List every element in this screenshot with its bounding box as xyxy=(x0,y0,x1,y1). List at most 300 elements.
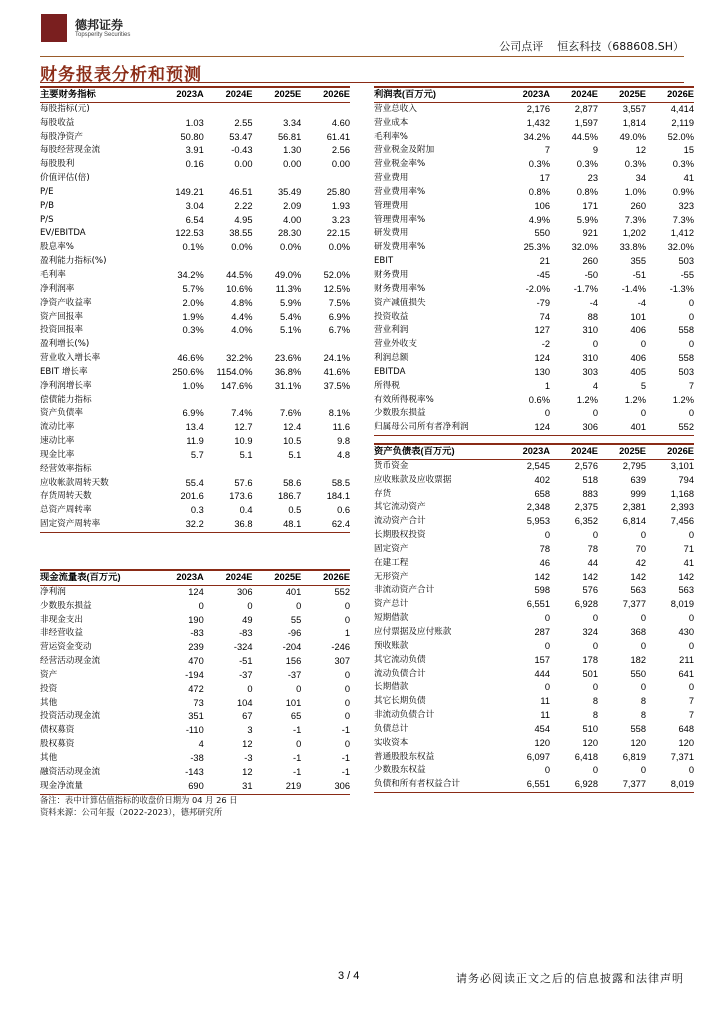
table-cell: 142 xyxy=(534,571,550,582)
row-label: 其它长期负债 xyxy=(374,696,426,707)
year-header: 2023A xyxy=(176,89,204,99)
table-cell: 503 xyxy=(678,256,694,267)
table-cell: 306 xyxy=(334,780,350,791)
row-label: 投资回报率 xyxy=(40,325,83,336)
row-label: 财务费用率% xyxy=(374,283,426,294)
table-cell: 32.2% xyxy=(226,353,253,364)
table-cell: -4 xyxy=(589,297,598,308)
table-cell: 1,202 xyxy=(622,228,646,239)
table-notes xyxy=(40,794,238,818)
note-text: 备注：表中计算估值指标的收盘价日期为 04 月 26 日 xyxy=(40,795,238,805)
table-row xyxy=(374,751,694,765)
table-cell: 106 xyxy=(534,200,550,211)
table-cell xyxy=(204,255,253,269)
table-cell: -1 xyxy=(292,725,302,736)
table-cell: 156 xyxy=(285,656,302,667)
table-cell: 518 xyxy=(582,474,598,485)
table-cell: 2.0% xyxy=(182,297,204,308)
row-label: 每股指标(元) xyxy=(40,103,90,114)
table-cell: -110 xyxy=(185,725,204,736)
table-cell: 472 xyxy=(188,683,204,694)
row-label: 长期股权投资 xyxy=(374,530,426,541)
table-cell: 401 xyxy=(630,422,646,433)
table-cell: 250.6% xyxy=(172,366,204,377)
row-label: 资产负债率 xyxy=(40,408,83,419)
row-label: 营业税金率% xyxy=(374,159,426,170)
table-cell: -83 xyxy=(239,628,253,639)
table-cell: 1,168 xyxy=(670,488,694,499)
table-row xyxy=(40,627,350,641)
table-cell: 4.95 xyxy=(234,214,253,225)
table-cell: 0 xyxy=(344,739,350,750)
table-cell: 0.6% xyxy=(528,394,550,405)
table-cell: 12.5% xyxy=(323,283,350,294)
table-row xyxy=(40,366,350,380)
row-label: 无形资产 xyxy=(374,571,409,582)
table-title: 现金流量表(百万元) xyxy=(40,572,121,582)
table-cell: 142 xyxy=(630,571,646,582)
table-cell: 182 xyxy=(630,654,646,665)
table-cell: -3 xyxy=(244,752,253,763)
table-cell: 2,545 xyxy=(526,460,550,471)
table-row xyxy=(40,655,350,669)
table-cell: 0.00 xyxy=(283,159,302,170)
table-cell: 8 xyxy=(592,710,598,721)
table-cell: -37 xyxy=(287,669,302,680)
table-cell: 6,928 xyxy=(574,599,598,610)
table-cell: 0.1% xyxy=(182,242,204,253)
table-cell: 65 xyxy=(290,711,302,722)
row-label: 经营效率指标 xyxy=(40,463,92,474)
table-cell: 355 xyxy=(630,256,646,267)
table-cell: 260 xyxy=(582,256,598,267)
table-cell: 4.8% xyxy=(231,297,253,308)
year-header: 2026E xyxy=(323,572,350,582)
table-cell: 1.93 xyxy=(331,200,350,211)
table-cell xyxy=(253,463,302,477)
row-label: EBITDA xyxy=(374,366,406,377)
table-cell: 690 xyxy=(188,780,204,791)
table-cell: -45 xyxy=(536,269,550,280)
table-row xyxy=(374,269,694,283)
table-row xyxy=(374,488,694,502)
table-row xyxy=(40,338,350,352)
table-cell: 0.16 xyxy=(185,159,204,170)
table-cell: 55 xyxy=(290,614,302,625)
table-cell: 510 xyxy=(582,723,598,734)
row-label: 盈利增长(%) xyxy=(40,339,90,350)
row-label: 股息率% xyxy=(40,242,74,253)
table-cell: 563 xyxy=(630,585,646,596)
table-cell: 142 xyxy=(678,571,694,582)
table-cell: 921 xyxy=(582,228,598,239)
row-label: 应收账款及应收票据 xyxy=(374,474,452,485)
table-cell: 5 xyxy=(640,380,646,391)
row-label: 营业税金及附加 xyxy=(374,145,435,156)
table-row xyxy=(374,571,694,585)
table-cell: 576 xyxy=(582,585,598,596)
table-cell xyxy=(301,463,350,477)
table-cell: 1,432 xyxy=(526,117,550,128)
row-label: 营业总收入 xyxy=(374,103,417,114)
logo-name-cn: 德邦证券 xyxy=(75,18,124,32)
table-cell: 0.5 xyxy=(288,505,302,516)
table-cell: 4.9% xyxy=(528,214,550,225)
table-cell: 35.49 xyxy=(277,186,302,197)
footer-disclaimer: 请务必阅读正文之后的信息披露和法律声明 xyxy=(456,972,684,985)
table-cell: 6,097 xyxy=(526,751,550,762)
row-label: P/B xyxy=(40,200,54,211)
table-row xyxy=(374,297,694,311)
row-label: 营业外收支 xyxy=(374,339,417,350)
table-cell: 0 xyxy=(688,408,694,419)
table-cell xyxy=(204,463,253,477)
table-row xyxy=(374,515,694,529)
table-cell: 4 xyxy=(592,380,598,391)
row-label: 其他 xyxy=(40,697,58,708)
table-cell: 5,953 xyxy=(526,516,550,527)
table-row xyxy=(374,394,694,408)
table-cell: 147.6% xyxy=(220,380,253,391)
table-cell: 7 xyxy=(688,380,694,391)
table-cell: 351 xyxy=(188,711,204,722)
table-cell: 38.55 xyxy=(229,228,253,239)
table-title: 主要财务指标 xyxy=(40,89,96,99)
table-cell: 0 xyxy=(544,640,550,651)
table-row xyxy=(40,227,350,241)
table-row xyxy=(374,324,694,338)
title-divider xyxy=(40,82,684,83)
table-row xyxy=(374,186,694,200)
table-cell: 0 xyxy=(544,530,550,541)
table-cell: 37.5% xyxy=(323,380,350,391)
table-cell: 8 xyxy=(640,710,646,721)
table-cell: 10.5 xyxy=(283,436,302,447)
table-cell: 122.53 xyxy=(175,228,204,239)
table-cell xyxy=(253,394,302,408)
table-cell: 34 xyxy=(635,173,646,184)
table-row xyxy=(374,764,694,778)
table-row xyxy=(40,297,350,311)
table-row xyxy=(40,158,350,172)
row-label: 固定资产周转率 xyxy=(40,519,101,530)
table-row xyxy=(40,752,350,766)
row-label: 其它流动负债 xyxy=(374,654,426,665)
table-cell: 104 xyxy=(236,697,253,708)
table-cell: -0.43 xyxy=(231,145,253,156)
table-row xyxy=(40,614,350,628)
table-cell: 31 xyxy=(242,780,253,791)
table-row xyxy=(374,283,694,297)
table-cell xyxy=(301,102,350,116)
row-label: 投资活动现金流 xyxy=(40,711,101,722)
table-row xyxy=(374,366,694,380)
table-cell: 323 xyxy=(678,200,694,211)
table-cell: 0 xyxy=(344,697,350,708)
table-cell: 406 xyxy=(630,325,646,336)
year-header: 2024E xyxy=(571,89,598,99)
table-cell: 0 xyxy=(544,613,550,624)
year-header: 2023A xyxy=(522,446,550,456)
table-cell xyxy=(155,102,204,116)
table-cell: 430 xyxy=(678,626,694,637)
table-cell: 149.21 xyxy=(175,186,204,197)
table-cell: 0 xyxy=(640,765,646,776)
table-cell: 53.47 xyxy=(229,131,253,142)
table-row xyxy=(374,474,694,488)
table-cell: 8,019 xyxy=(670,779,694,790)
table-cell: 598 xyxy=(534,585,550,596)
table-row xyxy=(40,490,350,504)
table-cell: 0 xyxy=(688,311,694,322)
table-row xyxy=(374,737,694,751)
table-row xyxy=(40,504,350,518)
table-row xyxy=(40,683,350,697)
table-cell: 0 xyxy=(344,669,350,680)
table-cell: 0 xyxy=(247,683,253,694)
year-header: 2025E xyxy=(274,572,302,582)
table-cell: -2.0% xyxy=(525,283,550,294)
table-cell: 0 xyxy=(544,765,550,776)
table-cell: 120 xyxy=(534,737,550,748)
table-cell: 0 xyxy=(296,739,302,750)
table-cell: 503 xyxy=(678,366,694,377)
table-cell: 0 xyxy=(640,408,646,419)
year-header: 2025E xyxy=(619,446,646,456)
table-row xyxy=(374,695,694,709)
table-cell: 2.56 xyxy=(331,145,350,156)
table-row xyxy=(40,407,350,421)
table-cell: 34.2% xyxy=(177,269,204,280)
table-row xyxy=(40,380,350,394)
table-row xyxy=(374,640,694,654)
table-row xyxy=(40,172,350,186)
table-cell: 0 xyxy=(247,600,253,611)
table-cell: 4.0% xyxy=(231,325,253,336)
row-label: 经营活动现金流 xyxy=(40,656,101,667)
table-cell: 658 xyxy=(534,488,550,499)
table-cell xyxy=(155,172,204,186)
row-label: EBIT xyxy=(374,256,394,267)
table-cell: 558 xyxy=(630,723,646,734)
table-row xyxy=(374,529,694,543)
table-cell: 178 xyxy=(582,654,598,665)
table-cell: 32.0% xyxy=(571,242,598,253)
table-row xyxy=(40,186,350,200)
table-cell: 0 xyxy=(296,683,302,694)
row-label: 利润总额 xyxy=(374,353,409,364)
year-header: 2026E xyxy=(667,446,694,456)
table-cell: 12 xyxy=(242,739,253,750)
table-cell: 73 xyxy=(193,697,204,708)
table-cell: 7 xyxy=(544,145,550,156)
table-cell: 52.0% xyxy=(667,131,694,142)
table-row xyxy=(40,421,350,435)
table-cell: 639 xyxy=(630,474,646,485)
table-cell: 405 xyxy=(630,366,646,377)
table-row xyxy=(374,172,694,186)
table-cell: 11.6 xyxy=(332,422,350,433)
table-cell: 0 xyxy=(344,600,350,611)
table-cell: 6,352 xyxy=(574,516,598,527)
table-row xyxy=(374,131,694,145)
table-cell: 9.8 xyxy=(337,436,350,447)
table-cell: 0.8% xyxy=(576,186,598,197)
table-cell: 0.00 xyxy=(331,159,350,170)
row-label: 资产 xyxy=(40,669,58,680)
table-cell: 6,819 xyxy=(622,751,646,762)
table-cell: 3 xyxy=(247,725,253,736)
table-cell: 310 xyxy=(582,325,598,336)
table-row xyxy=(374,654,694,668)
table-cell: 5.4% xyxy=(280,311,302,322)
table-cell: 4 xyxy=(198,739,204,750)
year-header: 2025E xyxy=(619,89,646,99)
table-cell: 36.8 xyxy=(234,519,253,530)
table-cell: 0 xyxy=(344,614,350,625)
table-cell: 11 xyxy=(540,696,550,707)
table-cell: 157 xyxy=(534,654,550,665)
table-cell: 0.00 xyxy=(234,159,253,170)
row-label: 在建工程 xyxy=(374,557,409,568)
table-row xyxy=(40,641,350,655)
table-cell: 7.6% xyxy=(280,408,302,419)
table-cell: 307 xyxy=(334,656,350,667)
table-row xyxy=(40,724,350,738)
row-label: 净利润率 xyxy=(40,283,75,294)
table-row xyxy=(40,131,350,145)
table-row xyxy=(374,668,694,682)
table-cell: 3.04 xyxy=(185,200,204,211)
table-row xyxy=(40,144,350,158)
table-cell: 4,414 xyxy=(670,103,694,114)
row-label: P/E xyxy=(40,186,54,197)
table-cell: 48.1 xyxy=(283,519,302,530)
table-row xyxy=(40,518,350,532)
table-cell: 3.91 xyxy=(185,145,204,156)
table-row xyxy=(40,352,350,366)
row-label: EV/EBITDA xyxy=(40,228,86,239)
table-row xyxy=(40,449,350,463)
table-row xyxy=(40,269,350,283)
table-cell: 124 xyxy=(188,586,204,597)
table-cell: 25.3% xyxy=(523,242,550,253)
table-cell: 23 xyxy=(587,173,598,184)
table-row xyxy=(40,255,350,269)
table-cell: 641 xyxy=(678,668,694,679)
table-cell: 0.3% xyxy=(624,159,646,170)
row-label: 资产减值损失 xyxy=(374,297,426,308)
table-cell: 401 xyxy=(285,586,302,597)
table-cell: 0.9% xyxy=(672,186,694,197)
table-cell: 67 xyxy=(242,711,253,722)
table-cell: 0 xyxy=(688,682,694,693)
table-cell: 1.2% xyxy=(672,394,694,405)
table-cell: 2,795 xyxy=(622,460,646,471)
table-cell: -246 xyxy=(331,642,350,653)
table-cell: -51 xyxy=(239,656,253,667)
row-label: 债权募资 xyxy=(40,725,75,736)
table-cell: 0 xyxy=(592,765,598,776)
table-cell: 5.1 xyxy=(239,449,253,460)
table-cell: 186.7 xyxy=(277,491,302,502)
table-cell: -1.7% xyxy=(573,283,598,294)
row-label: 每股经营现金流 xyxy=(40,145,101,156)
table-cell: 44.5% xyxy=(226,269,253,280)
table-cell: 7,371 xyxy=(670,751,694,762)
table-cell: 25.80 xyxy=(326,186,350,197)
table-cell: 2.22 xyxy=(234,200,253,211)
table-cell: 120 xyxy=(630,737,646,748)
table-row xyxy=(40,435,350,449)
table-cell: 7.5% xyxy=(328,297,350,308)
table-cell: 0.3 xyxy=(190,505,204,516)
table-title: 利润表(百万元) xyxy=(374,89,436,99)
table-row xyxy=(374,102,694,116)
table-cell: -38 xyxy=(190,752,204,763)
table-row xyxy=(374,501,694,515)
row-label: 固定资产 xyxy=(374,543,409,554)
table-row xyxy=(374,723,694,737)
table-cell: 444 xyxy=(534,668,550,679)
row-label: 投资 xyxy=(40,683,58,694)
row-label: 少数股东权益 xyxy=(374,765,426,776)
row-label: 每股收益 xyxy=(40,117,75,128)
table-cell: 190 xyxy=(188,614,204,625)
table-cell: 1.2% xyxy=(576,394,598,405)
table-cell: 0.3% xyxy=(672,159,694,170)
row-label: 资产总计 xyxy=(374,599,409,610)
table-cell: 303 xyxy=(582,366,598,377)
table-row xyxy=(40,766,350,780)
row-label: 每股股利 xyxy=(40,159,75,170)
table-cell: 0 xyxy=(688,765,694,776)
main-indicators-table xyxy=(40,86,350,533)
table-cell xyxy=(253,102,302,116)
row-label: 预收账款 xyxy=(374,640,409,651)
table-cell: 70 xyxy=(635,543,646,554)
table-cell: 552 xyxy=(334,586,350,597)
table-cell: 0.3% xyxy=(576,159,598,170)
table-cell xyxy=(204,338,253,352)
table-cell: 44 xyxy=(587,557,598,568)
table-cell: 2,381 xyxy=(622,502,646,513)
table-cell: 130 xyxy=(534,366,550,377)
table-cell: 8 xyxy=(592,696,598,707)
table-cell: 4.4% xyxy=(231,311,253,322)
table-cell: 6.54 xyxy=(185,214,204,225)
table-cell: 7,377 xyxy=(622,599,646,610)
table-row xyxy=(40,200,350,214)
table-cell: 7 xyxy=(688,696,694,707)
table-cell: 0 xyxy=(592,408,598,419)
table-cell: 0 xyxy=(640,530,646,541)
table-cell: 31.1% xyxy=(274,380,302,391)
table-cell: 32.0% xyxy=(667,242,694,253)
table-cell: 41.6% xyxy=(323,366,350,377)
table-cell: -55 xyxy=(680,269,694,280)
year-header: 2023A xyxy=(176,572,204,582)
table-cell: -1.4% xyxy=(621,283,646,294)
table-cell: 62.4 xyxy=(331,519,350,530)
table-cell: 0.4 xyxy=(239,505,253,516)
company-ticker: 恒玄科技（688608.SH） xyxy=(557,40,684,53)
table-cell: -51 xyxy=(632,269,646,280)
table-cell: -1.3% xyxy=(669,283,694,294)
table-cell: 201.6 xyxy=(180,491,204,502)
table-row xyxy=(40,324,350,338)
table-cell: 1 xyxy=(544,380,550,391)
